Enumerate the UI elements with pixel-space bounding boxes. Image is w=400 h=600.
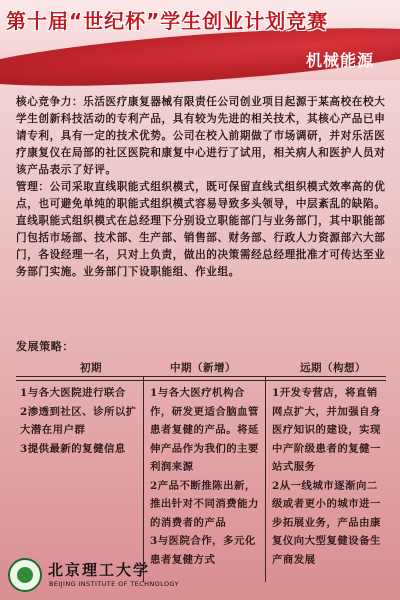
university-seal-icon (8, 558, 42, 592)
column-header-long-term: 远期（构想） (300, 362, 366, 374)
table-divider-top-double (16, 380, 386, 381)
column-header-early: 初期 (80, 362, 102, 374)
list-item: 1与各大医疗机构合作，研发更适合脑血管患者复健的产品。将延伸产品作为我们的主要利润来源 (150, 387, 259, 473)
column-header-middle: 中期（新增） (170, 362, 236, 374)
university-name-en: BEIJING INSTITUTE OF TECHNOLOGY (49, 580, 179, 588)
university-name-cn: 北京理工大学 (48, 561, 151, 579)
column-early (20, 384, 138, 458)
column-divider-2 (265, 376, 266, 582)
core-competence-paragraph: 核心竞争力：乐活医疗康复器械有限责任公司创业项目起源于某高校在校大学生创新科技活动的专利产品，具有较为先进的相关技术，其核心产品已申请专利，具有一定的技术优势。公司在校入前期做了市场调研，并对乐活医疗康复仪在局部的社区医院和康复中心进行了试用，相关病人和医护人员对该产品表示了好评。 (16, 96, 386, 176)
list-item: 3提供最新的复健信息 (20, 442, 126, 455)
column-middle (150, 384, 260, 569)
page-title: 第十届“世纪杯”学生创业计划竞赛 (6, 9, 329, 33)
list-item: 2渗透到社区、诊所以扩大潜在用户群 (20, 405, 137, 436)
body-text (16, 94, 386, 281)
table-divider-top (16, 376, 386, 377)
strategy-label: 发展策略： (16, 340, 74, 353)
list-item: 1与各大医院进行联合 (20, 387, 126, 399)
list-item: 1开发专营店，将直销网点扩大，并加强自身医疗知识的建设，实现中产阶级患者的复健一站式服务 (272, 387, 381, 473)
list-item: 3与医院合作，多元化患者复健方式 (150, 535, 256, 566)
column-divider-1 (143, 376, 144, 582)
column-long-term (272, 384, 386, 569)
university-logo (8, 556, 208, 596)
list-item: 2从一线城市逐渐向二级或者更小的城市进一步拓展业务，产品由康复仪向大型复健设备生产商发展 (272, 479, 381, 566)
list-item: 2产品不断推陈出新，推出针对不同消费能力的消费者的产品 (150, 479, 259, 529)
page-subtitle: 机械能源 (305, 51, 374, 70)
management-paragraph: 管理：公司采取直线职能式组织模式，既可保留直线式组织模式效率高的优点，也可避免单纯的职能式组织模式容易导致多头领导，中层紊乱的缺陷。直线职能式组织模式在总经理下分别设立职能部门与业务部门，其中职能部门包括市场部、技术部、生产部、销售部、财务部、行政人力资源部六大部门，各设经理一名，只对上负责，做出的决策需经总经理批准才可传达至业务部门实施。业务部门下设职能组、作业组。 (16, 181, 386, 278)
